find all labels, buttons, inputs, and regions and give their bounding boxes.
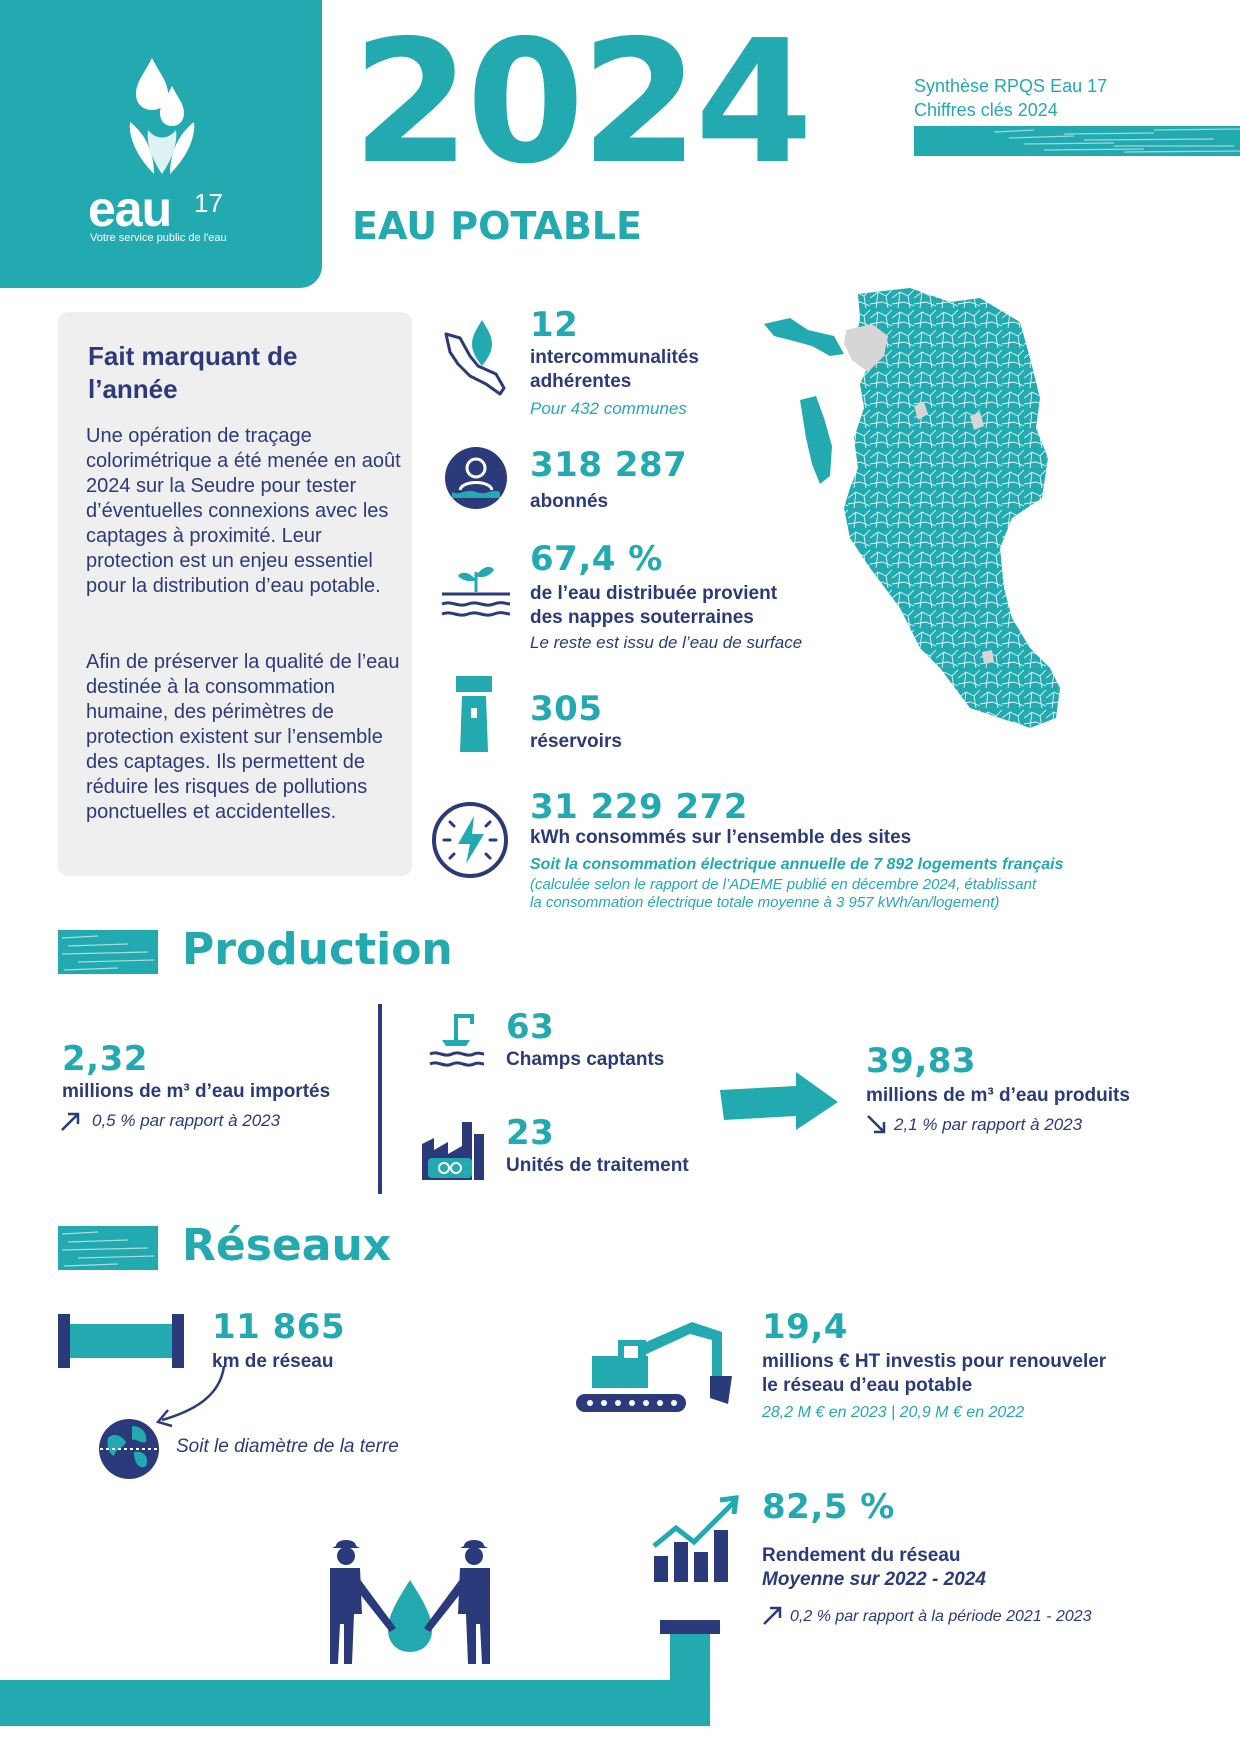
kwh-label: kWh consommés sur l’ensemble des sites	[530, 827, 912, 848]
logo-wordmark: eau	[88, 181, 172, 237]
invest-label-1: millions € HT investis pour renouveler	[762, 1351, 1107, 1372]
intercom-sub: Pour 432 communes	[530, 399, 687, 418]
champs-label: Champs captants	[506, 1049, 665, 1070]
abonnes-label: abonnés	[530, 491, 609, 512]
rendement-label: Rendement du réseau	[762, 1545, 961, 1566]
bottom-pipe-graphic	[0, 1620, 720, 1754]
report-caption	[914, 74, 1107, 122]
kwh-sub: Soit la consommation électrique annuelle de 7 892 logements français	[530, 856, 1064, 873]
trend-down-icon	[866, 1114, 888, 1136]
intercom-label-2: adhérentes	[530, 371, 632, 392]
rendement-value: 82,5 %	[762, 1487, 895, 1527]
territory-map	[760, 288, 1190, 808]
kwh-note-2: la consommation électrique totale moyenne à 3 957 kWh/an/logement)	[530, 894, 1000, 911]
page-year: 2024	[352, 4, 810, 202]
reservoirs-value: 305	[530, 689, 603, 729]
imported-value: 2,32	[62, 1039, 148, 1079]
electricity-icon	[430, 800, 510, 880]
produced-value: 39,83	[866, 1041, 977, 1081]
highlight-title: Fait marquant de l’année	[88, 341, 298, 404]
imported-trend: 0,5 % par rapport à 2023	[92, 1111, 281, 1130]
reseaux-section-title: Réseaux	[182, 1220, 392, 1271]
km-sub: Soit le diamètre de la terre	[176, 1436, 399, 1457]
rendement-period: Moyenne sur 2022 - 2024	[762, 1569, 986, 1590]
nappes-label-2: des nappes souterraines	[530, 607, 754, 628]
km-value: 11 865	[212, 1307, 346, 1347]
kwh-note-1: (calculée selon le rapport de l’ADEME publié en décembre 2024, établissant	[530, 876, 1037, 893]
logo-panel	[0, 0, 322, 288]
page-title: EAU POTABLE	[352, 204, 642, 248]
produced-label: millions de m³ d’eau produits	[866, 1085, 1130, 1106]
intercom-label-1: intercommunalités	[530, 347, 699, 368]
logo-tagline: Votre service public de l'eau	[90, 232, 227, 244]
invest-sub: 28,2 M € en 2023 | 20,9 M € en 2022	[762, 1404, 1025, 1421]
section-texture-icon	[58, 1226, 158, 1270]
nappes-value: 67,4 %	[530, 539, 663, 579]
invest-value: 19,4	[762, 1307, 848, 1347]
trend-up-icon	[60, 1110, 82, 1132]
rendement-trend: 0,2 % par rapport à la période 2021 - 2023	[790, 1608, 1092, 1625]
performance-chart-icon	[650, 1494, 740, 1584]
unites-label: Unités de traitement	[506, 1155, 689, 1176]
subscriber-icon	[444, 446, 508, 510]
unites-value: 23	[506, 1113, 555, 1153]
nappes-label-1: de l’eau distribuée provient	[530, 583, 778, 604]
island-oleron	[800, 396, 832, 484]
intercom-value: 12	[530, 305, 579, 345]
textured-banner-bar	[914, 126, 1240, 156]
water-catchment-icon	[428, 1010, 484, 1074]
non-member-area	[982, 650, 994, 664]
territory-pin-icon	[440, 316, 512, 400]
km-label: km de réseau	[212, 1351, 334, 1372]
production-section-title: Production	[182, 924, 453, 975]
abonnes-value: 318 287	[530, 445, 688, 485]
section-texture-icon	[58, 930, 158, 974]
imported-label: millions de m³ d’eau importés	[62, 1081, 331, 1102]
nappes-sub: Le reste est issu de l’eau de surface	[530, 633, 803, 652]
highlight-paragraph-2: Afin de préserver la qualité de l’eau destinée à la consommation humaine, des périmètres de protection existent sur l’ensemble des captages. Ils permettent de réduire les risques de pollutions ponctuelles et accidentelles.	[86, 651, 400, 823]
water-tower-icon	[454, 676, 494, 752]
production-divider	[378, 1004, 382, 1194]
water-drop-logo-icon	[120, 56, 204, 178]
invest-label-2: le réseau d’eau potable	[762, 1375, 973, 1396]
champs-value: 63	[506, 1007, 555, 1047]
island-re	[764, 318, 844, 356]
report-caption-line1: Synthèse RPQS Eau 17	[914, 76, 1108, 96]
produced-trend: 2,1 % par rapport à 2023	[894, 1115, 1083, 1134]
earth-globe-icon	[98, 1418, 160, 1480]
kwh-value: 31 229 272	[530, 787, 748, 827]
curved-arrow-icon	[150, 1362, 230, 1432]
trend-up-icon	[762, 1604, 784, 1626]
reservoirs-label: réservoirs	[530, 731, 622, 752]
highlight-paragraph-1: Une opération de traçage colorimétrique a été menée en août 2024 sur la Seudre pour tester d’éventuelles connexions avec les captages à proximité. Leur protection est un enjeu essentiel pour la distribution d’eau potable.	[86, 425, 401, 597]
excavator-icon	[572, 1318, 746, 1418]
pipe-icon	[58, 1314, 184, 1368]
logo-number: 17	[194, 188, 223, 218]
treatment-plant-icon	[420, 1114, 486, 1180]
groundwater-plant-icon	[440, 558, 512, 628]
report-caption-line2: Chiffres clés 2024	[914, 100, 1058, 120]
production-arrow-icon	[720, 1072, 838, 1132]
